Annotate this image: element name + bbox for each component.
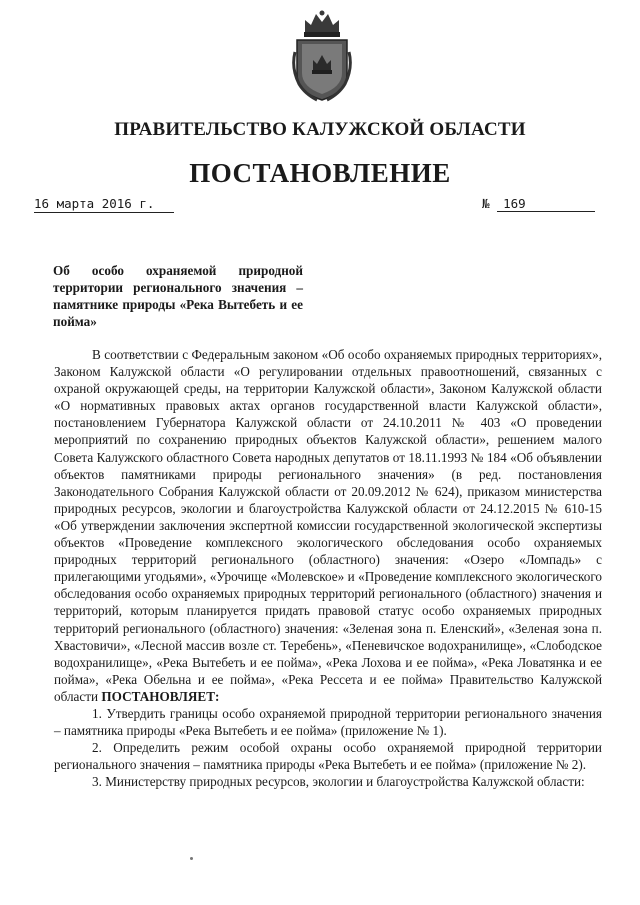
document-subject: Об особо охраняемой природной территории регионального значения – памятнике природы «Река Вытебеть и ее пойма» — [53, 263, 303, 329]
document-type-title: ПОСТАНОВЛЕНИЕ — [189, 158, 451, 188]
preamble-paragraph — [54, 346, 602, 705]
resolves-keyword: ПОСТАНОВЛЯЕТ: — [101, 688, 220, 704]
scan-speck — [190, 857, 193, 860]
resolution-item-3: 3. Министерству природных ресурсов, экологии и благоустройства Калужской области: — [92, 774, 585, 790]
resolution-item-2: 2. Определить режим особой охраны особо охраняемой природной территории регионального значения – памятника природы «Река Вытебеть и ее пойма» (приложение № 2). — [54, 740, 602, 773]
coat-of-arms-icon — [291, 8, 353, 104]
document-date: 16 марта 2016 г. — [34, 196, 174, 213]
number-sign: № — [482, 196, 490, 211]
government-title: ПРАВИТЕЛЬСТВО КАЛУЖСКОЙ ОБЛАСТИ — [114, 119, 526, 140]
number-value: 169 — [497, 196, 595, 212]
resolution-item-1: 1. Утвердить границы особо охраняемой природной территории регионального значения – памятника природы «Река Вытебеть и ее пойма» (приложение № 1). — [54, 705, 602, 739]
document-number — [482, 196, 602, 212]
document-body — [54, 346, 602, 790]
preamble-text: В соответствии с Федеральным законом «Об особо охраняемых природных территориях», Законом Калужской области «О регулировании отдельных правоотношений, связанных с охраной окружающей среды, на территории Калужской области», Законом Калужской области «О нормативных правовых актах органов государственной власти Калужской области», постановлением Губернатора Калужской области от 24.10.2011 № 403 «О проведении мероприятий по сохранению природных объектов Калужской области», решением малого Совета Калужского областного Совета народных депутатов от 18.11.1993 № 184 «Об объявлении объектов памятниками природы регионального значения» (в ред. постановления Законодательного Собрания Калужской области от 20.09.2012 № 624), приказом министерства природных ресурсов, экологии и благоустройства Калужской области от 24.12.2015 № 610-15 «Об утверждении заключения экспертной комиссии государственной экологической экспертизы объектов «Проведение комплексного экологического обследования особо охраняемых природных территорий регионального (областного) значения: «Озеро «Ломпадь» с прилегающими угодьями», «Урочище «Молевское» и «Проведение комплексного экологического обследования особо охраняемых природных территорий регионального (областного) значения и территорий, которым планируется придать правовой статус особо охраняемых природных территорий регионального (областного) значения: «Зеленая зона п. Еленский», «Зеленая зона п. Хвастовичи», «Лесной массив возле ст. Теребень», «Пеневичское водохранилище», «Слободское водохранилище», «Река Вытебеть и ее пойма», «Река Лохова и ее пойма», «Река Ловатянка и ее пойма», «Река Обельна и ее пойма», «Река Рессета и ее пойма» Правительство Калужской области — [54, 347, 602, 704]
